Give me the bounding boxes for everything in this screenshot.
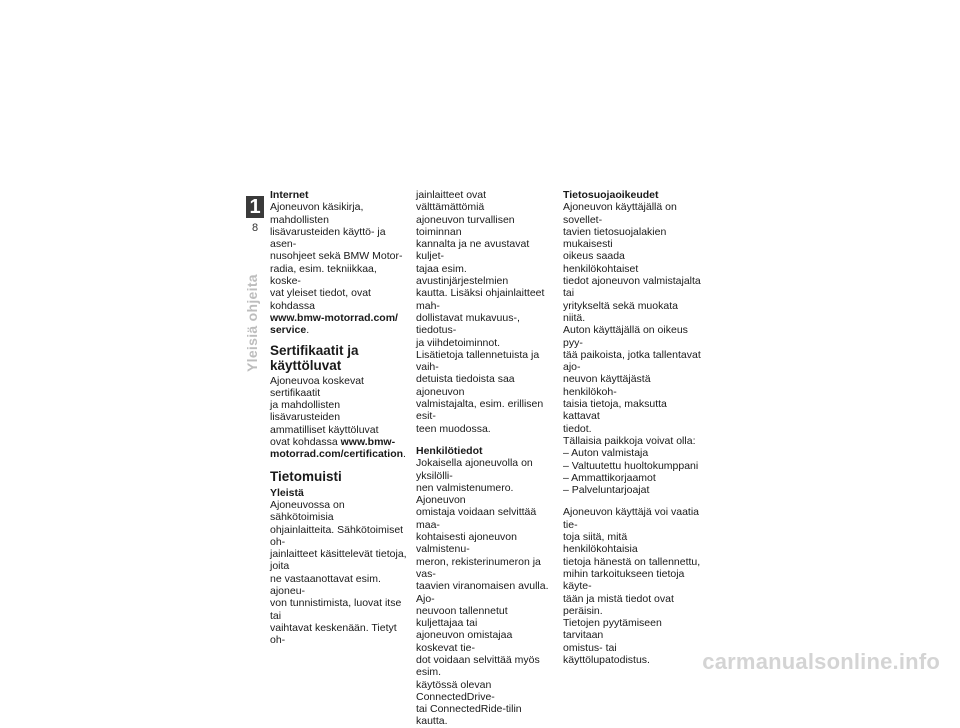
privacy-rights-heading: Tietosuojaoikeudet <box>563 189 659 201</box>
certificates-text: Ajoneuvoa koskevat sertifikaatit ja mahdollisten lisävarusteiden ammatilliset käyttöluvat ovat kohdassa <box>270 374 379 449</box>
internet-heading: Internet <box>270 189 309 201</box>
watermark-logo: carmanualsonline.info <box>702 649 940 674</box>
certificates-paragraph <box>270 375 408 461</box>
privacy-rights-paragraph: Ajoneuvon käyttäjällä on sovellet- tavien tietosuojalakien mukaisesti oikeus saada henkilökohtaiset tiedot ajoneuvon valmistajalta tai yritykseltä sekä muokata niitä. Auton käyttäjällä on oikeus pyy- tää paikoista, jotka tallentavat ajo- neuvon käyttäjästä henkilökoh- taisia tietoja, maksutta kattavat tiedot. Tällaisia paikkoja voivat olla: <box>563 201 701 447</box>
places-list <box>563 447 701 496</box>
list-item: – Ammattikorjaamot <box>563 471 656 484</box>
column-2 <box>416 189 554 728</box>
personal-data-paragraph: Jokaisella ajoneuvolla on yksilölli- nen valmistenumero. Ajoneuvon omistaja voidaan selvittää maa- kohtaisesti ajoneuvon valmistenu- meron, rekisterinumeron ja vas- taavien viranomaisen avulla. Ajo- neuvoon tallennetut kuljettajaa tai ajoneuvon omistajaa koskevat tie- dot voidaan selvittää myös esim. käytössä olevan ConnectedDrive- tai ConnectedRide-tilin kautta. <box>416 457 549 728</box>
spacer <box>416 435 554 445</box>
control-units-paragraph: jainlaitteet ovat välttämättömiä ajoneuvon turvallisen toiminnan kannalta ja ne avustavat kuljet- tajaa esim. avustinjärjestelmien kautta. Lisäksi ohjainlaitteet mah- dollistavat mukavuus-, tiedotus- ja viihdetoiminnot. Lisätietoja tallennetuista ja vaih- detuista tiedoista saa ajoneuvon valmistajalta, esim. erillisen esit- teen muodossa. <box>416 189 545 435</box>
certificates-end: . <box>403 448 406 461</box>
chapter-number-badge: 1 <box>246 196 264 218</box>
column-1 <box>270 189 408 647</box>
general-heading: Yleistä <box>270 486 304 499</box>
internet-end: . <box>306 324 310 337</box>
internet-text: Ajoneuvon käsikirja, mahdollisten lisävarusteiden käyttö- ja asen- nusohjeet sekä BMW Motor- radia, esim. tekniikkaa, koske- vat yleiset tiedot, ovat kohdassa <box>270 201 403 312</box>
page-number: 8 <box>251 222 259 234</box>
certificates-link[interactable]: www.bmw- motorrad.com/certification <box>270 436 404 461</box>
personal-data-heading: Henkilötiedot <box>416 444 483 457</box>
list-item: – Auton valmistaja <box>563 447 649 460</box>
certificates-heading: Sertifikaatit ja käyttöluvat <box>270 342 359 373</box>
closing-paragraph: Ajoneuvon käyttäjä voi vaatia tie- toja siitä, mitä henkilökohtaisia tietoja hänestä on tallennettu, mihin tarkoitukseen tietoja käyte- tään ja mistä tiedot ovat peräisin. Tietojen pyytämiseen tarvitaan omistus- tai käyttölupatodistus. <box>563 506 701 666</box>
internet-link[interactable]: www.bmw-motorrad.com/ service <box>270 311 398 337</box>
list-item: – Palveluntarjoajat <box>563 484 650 497</box>
data-memory-heading: Tietomuisti <box>270 468 342 484</box>
column-3 <box>563 189 701 666</box>
section-side-title: Yleisiä ohjeita <box>244 274 260 372</box>
list-item: – Valtuutettu huoltokumppani <box>563 459 699 472</box>
internet-paragraph <box>270 201 408 336</box>
spacer <box>563 496 701 506</box>
general-paragraph: Ajoneuvossa on sähkötoimisia ohjainlaitteita. Sähkötoimiset oh- jainlaitteet käsittelevät tietoja, joita ne vastaanottavat esim. ajoneu- von tunnistimista, luovat itse tai vaihtavat keskenään. Tietyt oh- <box>270 498 407 647</box>
